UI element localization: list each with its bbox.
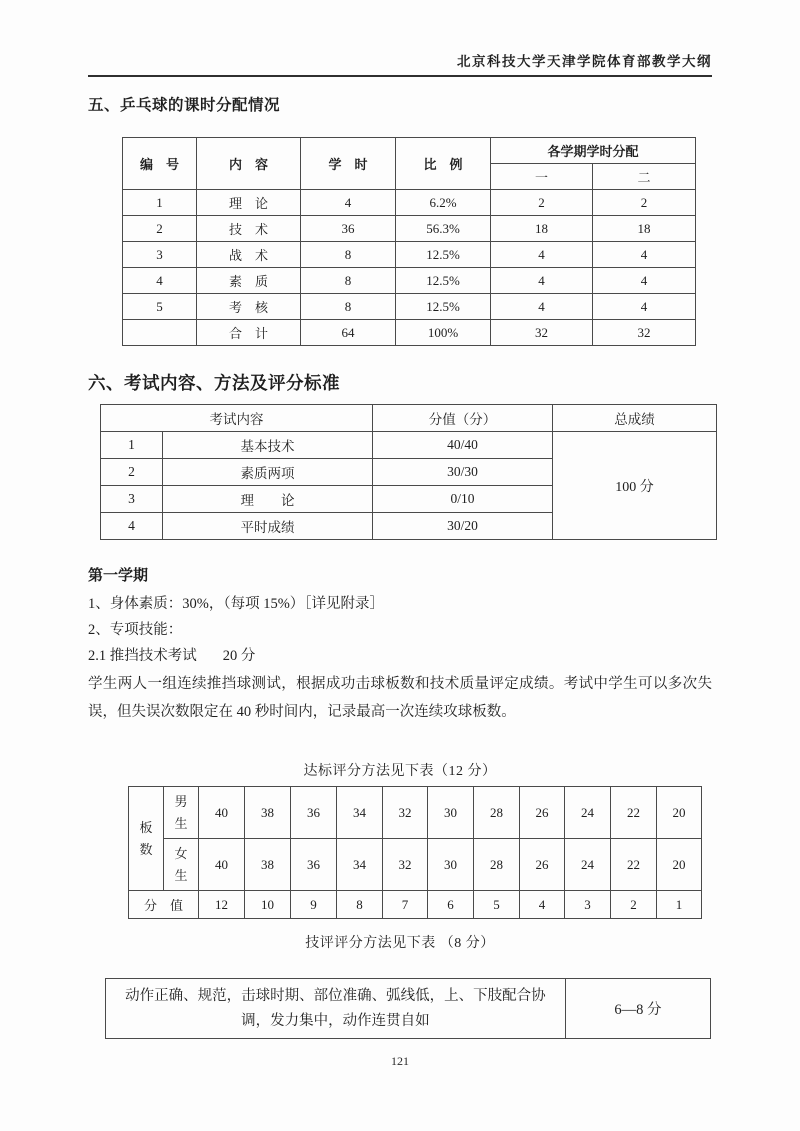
row-label-female: 女生 — [164, 839, 199, 891]
cell-id: 4 — [123, 268, 197, 294]
cell-sem1: 4 — [491, 242, 593, 268]
cell-score: 30/30 — [373, 459, 553, 486]
cell-female-value: 28 — [474, 839, 520, 891]
cell-ratio: 12.5% — [396, 268, 491, 294]
cell-score-value: 1 — [657, 891, 702, 919]
cell-sem1: 32 — [491, 320, 593, 346]
cell-male-value: 28 — [474, 787, 520, 839]
table-row — [123, 268, 696, 294]
table-total-row — [123, 320, 696, 346]
header-cell-semester-group: 各学期学时分配 — [491, 138, 696, 164]
cell-score: 40/40 — [373, 432, 553, 459]
cell-female-value: 30 — [428, 839, 474, 891]
table-row — [106, 979, 711, 1039]
header-cell-id: 编 号 — [123, 138, 197, 190]
cell-hours: 8 — [301, 242, 396, 268]
technique-table-caption: 技评评分方法见下表 （8 分） — [305, 936, 495, 951]
cell-sem2: 4 — [593, 294, 696, 320]
cell-score: 0/10 — [373, 486, 553, 513]
technique-scoring-table — [105, 978, 711, 1039]
line-physical-quality: 1、身体素质：30%，（每项 15%）［详见附录］ — [88, 596, 385, 612]
cell-score: 30/20 — [373, 513, 553, 540]
cell-id: 4 — [101, 513, 163, 540]
cell-sem2: 18 — [593, 216, 696, 242]
header-cell-sem2: 二 — [593, 164, 696, 190]
cell-score-value: 6 — [428, 891, 474, 919]
cell-id: 1 — [123, 190, 197, 216]
page-header-title: 北京科技大学天津学院体育部教学大纲 — [88, 50, 712, 77]
cell-female-value: 36 — [291, 839, 337, 891]
row-label-board-count: 板数 — [129, 787, 164, 891]
cell-score-value: 3 — [565, 891, 611, 919]
cell-content: 素 质 — [197, 268, 301, 294]
table-row — [123, 216, 696, 242]
header-cell-score: 分值（分） — [373, 405, 553, 432]
cell-content: 基本技术 — [163, 432, 373, 459]
cell-male-value: 24 — [565, 787, 611, 839]
cell-technique-description: 动作正确、规范，击球时期、部位准确、弧线低，上、下肢配合协调，发力集中，动作连贯自如 — [106, 979, 566, 1039]
male-row — [129, 787, 702, 839]
score-row — [129, 891, 702, 919]
cell-id — [123, 320, 197, 346]
cell-hours: 4 — [301, 190, 396, 216]
cell-sem2: 32 — [593, 320, 696, 346]
cell-ratio: 12.5% — [396, 242, 491, 268]
cell-id: 2 — [123, 216, 197, 242]
cell-score-value: 12 — [199, 891, 245, 919]
cell-male-value: 22 — [611, 787, 657, 839]
cell-content: 战 术 — [197, 242, 301, 268]
cell-content: 技 术 — [197, 216, 301, 242]
table-header-row — [101, 405, 717, 432]
cell-male-value: 32 — [383, 787, 428, 839]
cell-id: 5 — [123, 294, 197, 320]
cell-female-value: 38 — [245, 839, 291, 891]
cell-hours: 8 — [301, 294, 396, 320]
cell-sem1: 2 — [491, 190, 593, 216]
cell-score-value: 8 — [337, 891, 383, 919]
cell-score-value: 10 — [245, 891, 291, 919]
standard-scoring-table — [128, 786, 702, 919]
cell-female-value: 20 — [657, 839, 702, 891]
table-row — [123, 294, 696, 320]
cell-female-value: 24 — [565, 839, 611, 891]
cell-female-value: 32 — [383, 839, 428, 891]
exam-description-paragraph: 学生两人一组连续推挡球测试，根据成功击球板数和技术质量评定成绩。考试中学生可以多次失误，但失误次数限定在 40 秒时间内，记录最高一次连续攻球板数。 — [88, 676, 712, 720]
header-cell-ratio: 比 例 — [396, 138, 491, 190]
header-cell-total: 总成绩 — [553, 405, 717, 432]
cell-male-value: 40 — [199, 787, 245, 839]
table-row — [123, 242, 696, 268]
cell-male-value: 34 — [337, 787, 383, 839]
cell-sem2: 2 — [593, 190, 696, 216]
cell-male-value: 30 — [428, 787, 474, 839]
cell-content: 素质两项 — [163, 459, 373, 486]
row-label-male: 男生 — [164, 787, 199, 839]
section6-heading: 六、考试内容、方法及评分标准 — [88, 373, 340, 393]
table-row — [101, 432, 717, 459]
cell-content: 平时成绩 — [163, 513, 373, 540]
cell-ratio: 56.3% — [396, 216, 491, 242]
header-cell-sem1: 一 — [491, 164, 593, 190]
cell-content: 理 论 — [163, 486, 373, 513]
cell-female-value: 22 — [611, 839, 657, 891]
header-cell-exam-content: 考试内容 — [101, 405, 373, 432]
cell-sem2: 4 — [593, 242, 696, 268]
cell-female-value: 34 — [337, 839, 383, 891]
course-hours-table — [122, 137, 696, 346]
exam-scoring-table — [100, 404, 717, 540]
line-special-skills: 2、专项技能： — [88, 622, 183, 638]
cell-male-value: 36 — [291, 787, 337, 839]
cell-score-value: 5 — [474, 891, 520, 919]
cell-male-value: 38 — [245, 787, 291, 839]
header-cell-hours: 学 时 — [301, 138, 396, 190]
cell-id: 3 — [123, 242, 197, 268]
semester1-lines — [88, 591, 712, 669]
line-push-block-label: 2.1 推挡技术考试 — [88, 648, 197, 664]
cell-male-value: 26 — [520, 787, 565, 839]
cell-content: 理 论 — [197, 190, 301, 216]
cell-ratio: 12.5% — [396, 294, 491, 320]
page-number: 121 — [391, 1054, 409, 1068]
cell-score-value: 4 — [520, 891, 565, 919]
cell-content: 合 计 — [197, 320, 301, 346]
header-cell-content: 内 容 — [197, 138, 301, 190]
cell-hours: 36 — [301, 216, 396, 242]
section5-heading: 五、乒乓球的课时分配情况 — [88, 97, 281, 114]
line-push-block-score: 20 分 — [222, 648, 256, 664]
cell-id: 2 — [101, 459, 163, 486]
table-row — [123, 190, 696, 216]
cell-female-value: 40 — [199, 839, 245, 891]
cell-sem1: 18 — [491, 216, 593, 242]
cell-content: 考 核 — [197, 294, 301, 320]
cell-score-value: 2 — [611, 891, 657, 919]
cell-id: 1 — [101, 432, 163, 459]
standard-table-caption: 达标评分方法见下表（12 分） — [303, 764, 497, 779]
row-label-score: 分 值 — [129, 891, 199, 919]
cell-sem1: 4 — [491, 268, 593, 294]
cell-sem2: 4 — [593, 268, 696, 294]
cell-female-value: 26 — [520, 839, 565, 891]
cell-ratio: 6.2% — [396, 190, 491, 216]
semester1-heading: 第一学期 — [88, 568, 149, 584]
cell-male-value: 20 — [657, 787, 702, 839]
cell-ratio: 100% — [396, 320, 491, 346]
cell-sem1: 4 — [491, 294, 593, 320]
line-push-block-exam — [88, 643, 712, 669]
cell-hours: 8 — [301, 268, 396, 294]
female-row — [129, 839, 702, 891]
cell-technique-score: 6—8 分 — [565, 979, 710, 1039]
cell-score-value: 7 — [383, 891, 428, 919]
cell-total-score: 100 分 — [553, 432, 717, 540]
cell-score-value: 9 — [291, 891, 337, 919]
cell-hours: 64 — [301, 320, 396, 346]
cell-id: 3 — [101, 486, 163, 513]
table-header-row — [123, 138, 696, 164]
